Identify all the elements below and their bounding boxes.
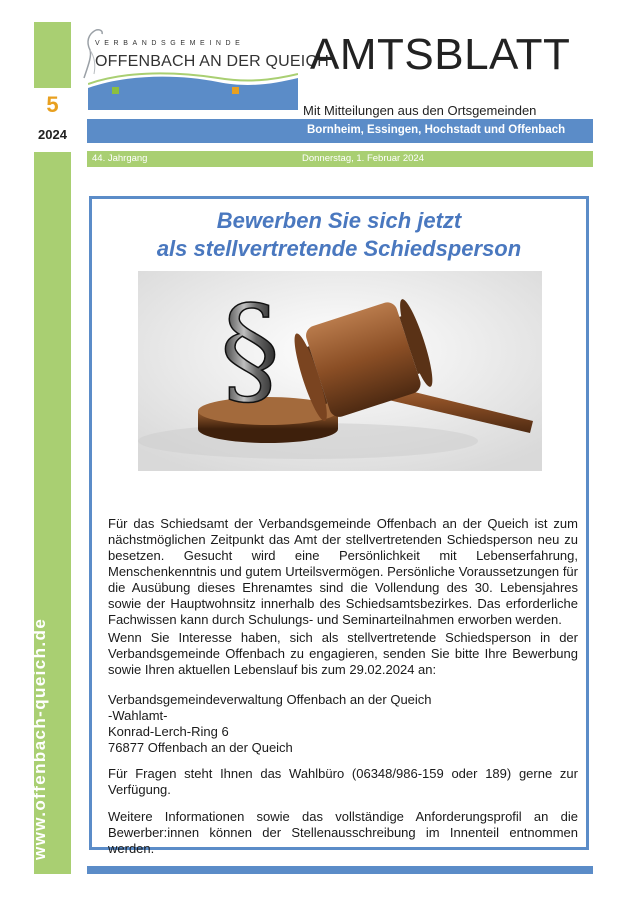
logo-dots	[94, 82, 274, 100]
address-line-4: 76877 Offenbach an der Queich	[108, 740, 293, 755]
masthead-subtitle: Mit Mitteilungen aus den Ortsgemeinden	[303, 103, 537, 118]
gavel-paragraph-image	[138, 271, 542, 471]
logo-top-line: VERBANDSGEMEINDE	[95, 40, 245, 47]
places-line: Bornheim, Essingen, Hochstadt und Offenbach	[307, 124, 566, 136]
issue-year: 2024	[38, 127, 67, 142]
address-line-2: -Wahlamt-	[108, 708, 168, 723]
paragraph-contact: Für Fragen steht Ihnen das Wahlbüro (06348/986-159 oder 189) gerne zur Verfügung.	[108, 766, 578, 797]
footer-blue-bar	[87, 866, 593, 874]
issue-date: Donnerstag, 1. Februar 2024	[302, 153, 424, 164]
volume-label: 44. Jahrgang	[92, 153, 148, 164]
address-line-1: Verbandsgemeindeverwaltung Offenbach an der Queich	[108, 692, 432, 707]
masthead-title: AMTSBLATT	[310, 30, 571, 79]
website-link[interactable]: www.offenbach-queich.de	[30, 617, 49, 860]
issue-number: 5	[46, 92, 59, 117]
headline-line-1: Bewerben Sie sich jetzt	[216, 208, 462, 233]
paragraph-intro: Für das Schiedsamt der Verbandsgemeinde Offenbach an der Queich ist zum nächstmöglichen Zeitpunkt das Amt der stellvertretenden Schiedsperson neu zu besetzen. Gesucht wird eine Persönlichkeit mit Lebenserfahrung, Menschenkenntnis und gutem Urteilsvermögen. Persönliche Voraussetzungen für die Ausübung dieses Ehrenamtes sind die Vollendung des 30. Lebensjahres sowie der Hauptwohnsitz innerhalb des Schiedsamtsbezirkes. Das erforderliche Fachwissen kann durch Schulungs- und Seminarteilnahmen erworben werden.	[108, 516, 578, 627]
svg-text:§: §	[220, 281, 280, 420]
address-line-3: Konrad-Lerch-Ring 6	[108, 724, 229, 739]
paragraph-further-info: Weitere Informationen sowie das vollständige Anforderungsprofil an die Bewerber:innen können der Stellenausschreibung im Innenteil entnommen werden.	[108, 809, 578, 856]
paragraph-application: Wenn Sie Interesse haben, sich als stellvertretende Schiedsperson in der Verbandsgemeinde Offenbach zu engagieren, senden Sie bitte Ihre Bewerbung sowie Ihren aktuellen Lebenslauf bis zum 29.02.2024 an:	[108, 630, 578, 677]
headline-line-2: als stellvertretende Schiedsperson	[156, 236, 522, 261]
logo-name: OFFENBACH AN DER QUEICH	[95, 53, 329, 70]
